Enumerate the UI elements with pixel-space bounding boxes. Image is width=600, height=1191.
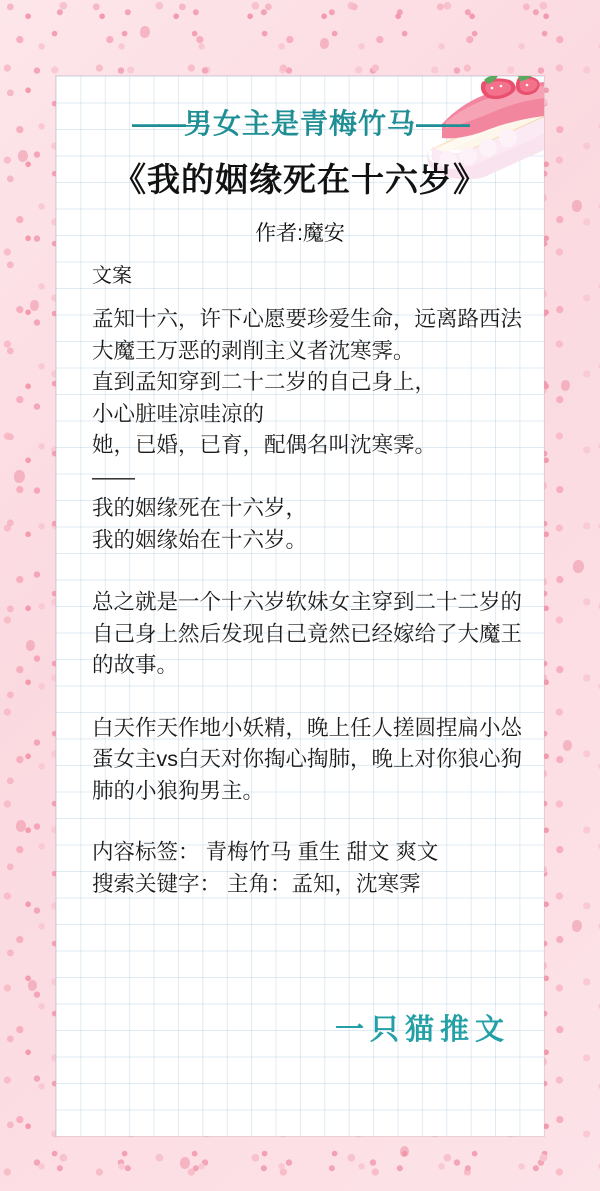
page-title: 《我的姻缘死在十六岁》	[113, 161, 487, 198]
paragraph-spacer	[92, 682, 522, 713]
paragraph-spacer	[92, 556, 522, 587]
tags-block	[92, 837, 522, 900]
synopsis-paragraph: 她，已婚，已育，配偶名叫沈寒霁。	[92, 433, 437, 457]
section-label-synopsis: 文案	[92, 265, 132, 287]
account-signature: 一只猫推文	[334, 1012, 510, 1046]
content-tags-line: 内容标签： 青梅竹马 重生 甜文 爽文	[92, 840, 439, 864]
synopsis-paragraph: 直到孟知穿到二十二岁的自己身上，	[92, 370, 437, 394]
synopsis-paragraph: 总之就是一个十六岁软妹女主穿到二十二岁的自己身上然后发现自己竟然已经嫁给了大魔王的故事。	[92, 590, 523, 677]
synopsis-paragraph: 我的姻缘死在十六岁，	[92, 496, 308, 520]
author-line: 作者:魔安	[255, 222, 345, 245]
headline-dash-left: ——	[131, 108, 184, 139]
poster-page	[56, 76, 544, 1136]
page-headline	[78, 102, 522, 142]
headline-dash-right: ——	[416, 108, 468, 139]
synopsis-paragraph: 白天作天作地小妖精，晚上任人搓圆捏扁小怂蛋女主vs白天对你掏心掏肺，晚上对你狼心狗肺的小狼狗男主。	[92, 715, 523, 803]
synopsis-paragraph: ——	[92, 464, 135, 489]
synopsis-paragraph: 小心脏哇凉哇凉的	[92, 401, 265, 426]
synopsis-body	[92, 304, 522, 807]
search-keywords-line: 搜索关键字： 主角：孟知，沈寒霁	[92, 871, 421, 896]
headline-text: 男女主是青梅竹马	[183, 108, 416, 139]
synopsis-paragraph: 我的姻缘始在十六岁。	[92, 527, 308, 552]
synopsis-paragraph: 孟知十六，许下心愿要珍爱生命，远离路西法大魔王万恶的剥削主义者沈寒霁。	[92, 307, 523, 363]
